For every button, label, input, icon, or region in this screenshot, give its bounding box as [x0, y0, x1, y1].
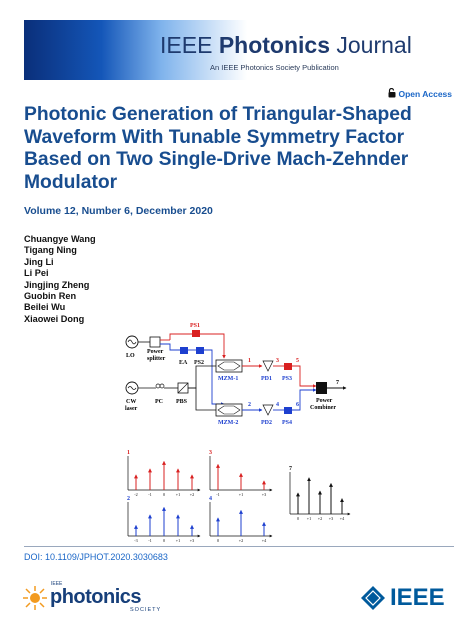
author-list [24, 234, 96, 325]
combiner-label: Power [316, 398, 333, 404]
ps2-block [196, 347, 204, 354]
divider [24, 546, 454, 547]
spectrum-tick-label: +2 [317, 516, 323, 521]
ps1-block [192, 330, 200, 337]
paper-title: Photonic Generation of Triangular-Shaped Waveform With Tunable Symmetry Factor Based on Two Single-Drive Mach-Zehnder Modulator [24, 104, 412, 193]
spectrum-tick-label: -1 [148, 538, 152, 542]
spectrum-id: 2 [127, 496, 130, 502]
open-access-badge[interactable]: Open Access [388, 88, 452, 99]
spectrum-tick-label: +1 [238, 492, 244, 497]
mzm2-label: MZM-2 [218, 420, 239, 426]
ps2-label: PS2 [194, 360, 205, 366]
spectrum-tick-label: +4 [261, 538, 267, 542]
spectrum-tick-label: +1 [306, 516, 312, 521]
spectrum-tick-label: +4 [339, 516, 345, 521]
laser-label: laser [125, 406, 138, 412]
combiner-label: Combiner [310, 405, 336, 411]
journal-subtitle: An IEEE Photonics Society Publication [210, 63, 339, 72]
author: Jingjing Zheng [24, 279, 90, 290]
spectrum-tick-label: +3 [189, 538, 195, 542]
author: Jing Li [24, 256, 54, 267]
spectrum-tick-label: +1 [175, 538, 181, 542]
author: Beilei Wu [24, 302, 66, 313]
society-name: photonics [50, 586, 142, 608]
society-prefix: IEEE [51, 581, 63, 587]
pd2-label: PD2 [261, 420, 272, 426]
spectrum-tick-label: 0 [216, 538, 220, 542]
node-7-label: 7 [336, 380, 339, 386]
spectrum-id: 7 [289, 466, 292, 472]
spectra-group [127, 450, 350, 542]
system-diagram [120, 322, 360, 542]
cw-label: CW [126, 399, 137, 405]
ieee-logo[interactable] [360, 583, 456, 613]
photonics-society-logo[interactable] [22, 583, 162, 613]
ps3-label: PS3 [282, 376, 293, 382]
power-splitter-label: Power [147, 349, 164, 355]
society-suffix: SOCIETY [130, 607, 162, 613]
spectrum-tick-label: +2 [238, 538, 244, 542]
author: Xiaowei Dong [24, 313, 85, 324]
sun-icon [22, 585, 48, 611]
volume-info: Volume 12, Number 6, December 2020 [24, 205, 213, 217]
ps4-block [284, 407, 292, 414]
pc-label: PC [155, 399, 163, 405]
author: Chuangye Wang [24, 234, 96, 244]
node-1-label: 1 [248, 358, 251, 364]
spectrum-tick-label: 0 [162, 538, 166, 542]
ps3-block [284, 363, 292, 370]
spectrum-id: 3 [209, 450, 212, 456]
power-splitter-label: splitter [147, 356, 166, 362]
node-5-label: 5 [296, 358, 299, 364]
ea-block [180, 347, 188, 354]
pd2-block [263, 405, 273, 415]
lo-label: LO [126, 353, 135, 359]
ieee-diamond-icon [360, 585, 386, 611]
journal-name: IEEE Photonics Journal [160, 32, 412, 58]
spectrum-tick-label: -2 [134, 492, 138, 497]
spectrum-id: 1 [127, 450, 130, 456]
open-lock-icon [388, 88, 396, 98]
author: Guobin Ren [24, 291, 77, 302]
pbs-label: PBS [176, 399, 188, 405]
node-6-label: 6 [296, 402, 299, 408]
pd1-label: PD1 [261, 376, 272, 382]
power-splitter [150, 337, 160, 347]
spectrum-tick-label: +1 [175, 492, 181, 497]
spectrum-id: 4 [209, 496, 212, 502]
spectrum-tick-label: -1 [148, 492, 152, 497]
ieee-wordmark: IEEE [390, 584, 445, 611]
ea-label: EA [179, 360, 188, 366]
spectrum-tick-label: 0 [162, 492, 166, 497]
doi-link[interactable]: DOI: 10.1109/JPHOT.2020.3030683 [24, 552, 168, 562]
ps1-label: PS1 [190, 323, 201, 329]
node-4-label: 4 [276, 402, 279, 408]
spectrum-tick-label: -3 [134, 538, 138, 542]
node-3-label: 3 [276, 358, 279, 364]
power-combiner [316, 382, 327, 394]
author: Li Pei [24, 268, 49, 279]
spectrum-tick-label: +3 [261, 492, 267, 497]
author: Tigang Ning [24, 245, 77, 256]
journal-banner [24, 20, 453, 80]
mzm1-label: MZM-1 [218, 376, 239, 382]
spectrum-tick-label: +3 [328, 516, 334, 521]
pd1-block [263, 361, 273, 371]
spectrum-tick-label: +2 [189, 492, 195, 497]
spectrum-tick-label: 0 [296, 516, 300, 521]
node-2-label: 2 [248, 402, 251, 408]
spectrum-tick-label: -1 [216, 492, 220, 497]
ps4-label: PS4 [282, 420, 293, 426]
